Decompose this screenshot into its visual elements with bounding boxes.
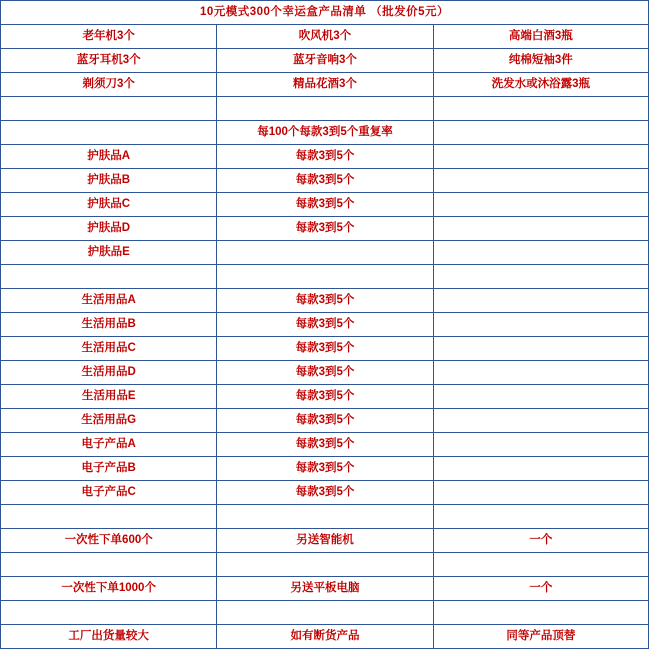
cell-quantity: 每款3到5个 bbox=[217, 313, 433, 337]
cell-repeat-rate-note: 每100个每款3到5个重复率 bbox=[217, 121, 433, 145]
cell-empty bbox=[433, 553, 648, 577]
spacer-row bbox=[1, 505, 649, 529]
spacer-row bbox=[1, 553, 649, 577]
cell-product: 洗发水或沐浴露3瓶 bbox=[433, 73, 648, 97]
table-row bbox=[1, 361, 649, 385]
table-row bbox=[1, 409, 649, 433]
cell-empty bbox=[433, 601, 648, 625]
cell-product: 护肤品E bbox=[1, 241, 217, 265]
cell-product: 护肤品D bbox=[1, 217, 217, 241]
cell-quantity: 每款3到5个 bbox=[217, 457, 433, 481]
spacer-row bbox=[1, 265, 649, 289]
cell-quantity: 每款3到5个 bbox=[217, 361, 433, 385]
table-body bbox=[1, 1, 649, 649]
cell-product: 生活用品C bbox=[1, 337, 217, 361]
cell-product: 蓝牙音响3个 bbox=[217, 49, 433, 73]
cell-product: 电子产品B bbox=[1, 457, 217, 481]
cell-empty bbox=[1, 553, 217, 577]
table-row bbox=[1, 169, 649, 193]
cell-empty bbox=[433, 217, 648, 241]
cell-quantity: 每款3到5个 bbox=[217, 193, 433, 217]
cell-product: 老年机3个 bbox=[1, 25, 217, 49]
page-title: 10元模式300个幸运盒产品清单 （批发价5元） bbox=[1, 1, 649, 25]
table-row bbox=[1, 625, 649, 649]
cell-empty bbox=[433, 385, 648, 409]
cell-empty bbox=[433, 409, 648, 433]
cell-product: 生活用品B bbox=[1, 313, 217, 337]
cell-quantity: 每款3到5个 bbox=[217, 217, 433, 241]
cell-quantity: 每款3到5个 bbox=[217, 481, 433, 505]
cell-product: 生活用品A bbox=[1, 289, 217, 313]
cell-empty bbox=[217, 553, 433, 577]
table-row bbox=[1, 481, 649, 505]
cell-product: 吹风机3个 bbox=[217, 25, 433, 49]
cell-empty bbox=[433, 289, 648, 313]
cell-order-tier: 一次性下单600个 bbox=[1, 529, 217, 553]
cell-quantity: 每款3到5个 bbox=[217, 385, 433, 409]
cell-product: 生活用品G bbox=[1, 409, 217, 433]
cell-empty bbox=[1, 601, 217, 625]
cell-quantity: 每款3到5个 bbox=[217, 169, 433, 193]
cell-empty bbox=[433, 97, 648, 121]
cell-empty bbox=[433, 145, 648, 169]
cell-product: 护肤品C bbox=[1, 193, 217, 217]
table-row bbox=[1, 121, 649, 145]
cell-product: 精品花酒3个 bbox=[217, 73, 433, 97]
cell-product: 护肤品B bbox=[1, 169, 217, 193]
cell-product: 高端白酒3瓶 bbox=[433, 25, 648, 49]
cell-quantity: 每款3到5个 bbox=[217, 409, 433, 433]
cell-quantity: 每款3到5个 bbox=[217, 145, 433, 169]
table-row bbox=[1, 145, 649, 169]
cell-product: 生活用品E bbox=[1, 385, 217, 409]
table-row bbox=[1, 193, 649, 217]
cell-empty bbox=[433, 313, 648, 337]
table-row bbox=[1, 337, 649, 361]
cell-empty bbox=[433, 337, 648, 361]
cell-empty bbox=[433, 193, 648, 217]
cell-product: 电子产品A bbox=[1, 433, 217, 457]
table-row bbox=[1, 433, 649, 457]
cell-empty bbox=[433, 481, 648, 505]
table-row bbox=[1, 49, 649, 73]
cell-empty bbox=[433, 457, 648, 481]
cell-empty bbox=[1, 265, 217, 289]
table-row bbox=[1, 25, 649, 49]
cell-empty bbox=[433, 265, 648, 289]
cell-empty bbox=[433, 121, 648, 145]
cell-note-substitute: 同等产品顶替 bbox=[433, 625, 648, 649]
title-row bbox=[1, 1, 649, 25]
cell-empty bbox=[1, 97, 217, 121]
cell-quantity: 每款3到5个 bbox=[217, 289, 433, 313]
table-row bbox=[1, 289, 649, 313]
cell-empty bbox=[433, 433, 648, 457]
cell-product: 护肤品A bbox=[1, 145, 217, 169]
spacer-row bbox=[1, 97, 649, 121]
cell-gift: 另送平板电脑 bbox=[217, 577, 433, 601]
cell-empty bbox=[217, 241, 433, 265]
cell-quantity: 每款3到5个 bbox=[217, 337, 433, 361]
table-row bbox=[1, 313, 649, 337]
cell-note-stockout: 如有断货产品 bbox=[217, 625, 433, 649]
cell-product: 蓝牙耳机3个 bbox=[1, 49, 217, 73]
cell-note-shipping: 工厂出货量较大 bbox=[1, 625, 217, 649]
cell-empty bbox=[433, 505, 648, 529]
cell-empty bbox=[217, 601, 433, 625]
cell-product: 剃须刀3个 bbox=[1, 73, 217, 97]
table-row bbox=[1, 217, 649, 241]
cell-empty bbox=[433, 241, 648, 265]
cell-gift: 另送智能机 bbox=[217, 529, 433, 553]
cell-empty bbox=[217, 97, 433, 121]
cell-empty bbox=[433, 169, 648, 193]
table-row bbox=[1, 73, 649, 97]
cell-product: 纯棉短袖3件 bbox=[433, 49, 648, 73]
cell-quantity: 每款3到5个 bbox=[217, 433, 433, 457]
cell-empty bbox=[217, 505, 433, 529]
cell-product: 生活用品D bbox=[1, 361, 217, 385]
table-row bbox=[1, 457, 649, 481]
table-row bbox=[1, 241, 649, 265]
cell-empty bbox=[217, 265, 433, 289]
cell-gift-quantity: 一个 bbox=[433, 577, 648, 601]
cell-order-tier: 一次性下单1000个 bbox=[1, 577, 217, 601]
cell-gift-quantity: 一个 bbox=[433, 529, 648, 553]
table-row bbox=[1, 529, 649, 553]
cell-product: 电子产品C bbox=[1, 481, 217, 505]
cell-empty bbox=[1, 505, 217, 529]
spacer-row bbox=[1, 601, 649, 625]
table-row bbox=[1, 577, 649, 601]
table-row bbox=[1, 385, 649, 409]
cell-empty bbox=[433, 361, 648, 385]
cell-empty bbox=[1, 121, 217, 145]
